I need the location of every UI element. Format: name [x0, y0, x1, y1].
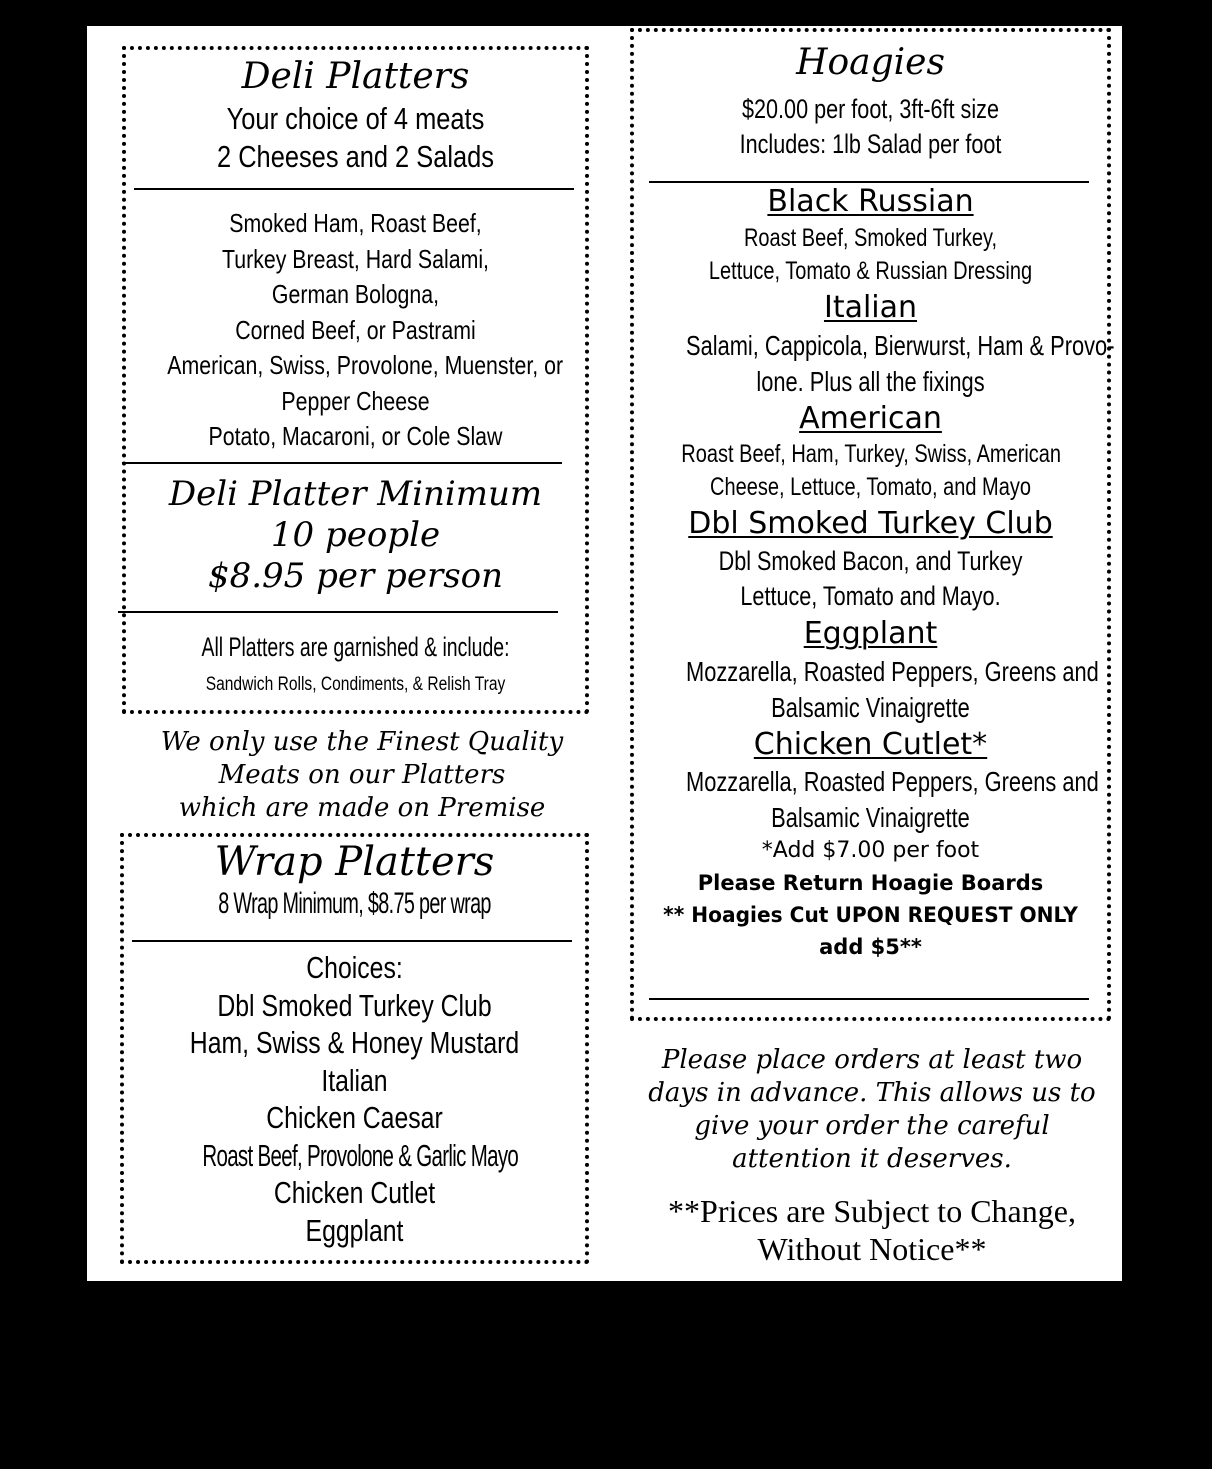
hoagie-name: Eggplant	[803, 616, 938, 651]
return-boards-note: Please Return Hoagie Boards	[697, 871, 1044, 895]
hoagie-name: Chicken Cutlet*	[753, 727, 988, 762]
hoagie-desc-line: Mozzarella, Roasted Peppers, Greens and	[686, 766, 1099, 797]
hoagie-item	[634, 399, 1107, 504]
garnish-heading: All Platters are garnished & include:	[201, 632, 510, 662]
hoagie-item	[634, 614, 1107, 725]
option-line: German Bologna,	[271, 279, 440, 309]
hoagie-name: Dbl Smoked Turkey Club	[688, 506, 1053, 541]
divider	[134, 188, 574, 190]
hoagie-desc-line: Roast Beef, Smoked Turkey,	[743, 224, 998, 252]
wrap-choice: Ham, Swiss & Honey Mustard	[189, 1025, 520, 1060]
order-note-line: Please place orders at least two	[661, 1045, 1083, 1075]
hoagie-desc-line: Balsamic Vinaigrette	[771, 692, 970, 723]
price-disclaimer-line: Without Notice**	[757, 1231, 987, 1267]
divider	[118, 611, 558, 613]
divider	[649, 998, 1089, 1000]
deli-platter-minimum	[126, 474, 585, 597]
hoagie-desc-line: Roast Beef, Ham, Turkey, Swiss, American	[681, 440, 1062, 468]
price-disclaimer	[622, 1192, 1122, 1268]
wrap-choices	[124, 949, 585, 1249]
hoagie-desc-line: Mozzarella, Roasted Peppers, Greens and	[686, 656, 1099, 687]
hoagie-list	[634, 182, 1115, 963]
option-line: Smoked Ham, Roast Beef,	[229, 208, 482, 238]
hoagie-item	[634, 725, 1107, 835]
subtitle-line: Your choice of 4 meats	[226, 101, 485, 136]
order-note-line: give your order the careful	[694, 1111, 1050, 1141]
order-note-line: days in advance. This allows us to	[648, 1078, 1096, 1108]
deli-platters-title: Deli Platters	[241, 56, 470, 97]
garnish-detail: Sandwich Rolls, Condiments, & Relish Tray	[205, 674, 506, 695]
hoagies-box	[630, 28, 1115, 1021]
wrap-platters-subtitle: 8 Wrap Minimum, $8.75 per wrap	[218, 887, 491, 920]
hoagie-desc-line: Lettuce, Tomato and Mayo.	[740, 581, 1001, 611]
surcharge-note: *Add $7.00 per foot	[761, 838, 980, 863]
hoagies-price: $20.00 per foot, 3ft-6ft size	[742, 94, 999, 124]
hoagie-desc-line: lone. Plus all the fixings	[756, 366, 985, 397]
menu-page	[87, 26, 1122, 1281]
divider	[132, 940, 572, 942]
hoagie-name: Black Russian	[767, 184, 974, 219]
hoagie-item	[634, 182, 1107, 288]
minimum-line: Deli Platter Minimum	[168, 474, 543, 514]
choices-label: Choices:	[306, 950, 403, 985]
wrap-platters-box	[120, 833, 589, 1264]
hoagie-item	[634, 288, 1115, 399]
option-line: Potato, Macaroni, or Cole Slaw	[208, 421, 503, 451]
order-note	[622, 1044, 1122, 1176]
hoagie-item	[634, 504, 1107, 614]
order-note-line: attention it deserves.	[732, 1144, 1012, 1174]
option-line: Turkey Breast, Hard Salami,	[222, 243, 489, 274]
wrap-choice: Roast Beef, Provolone & Garlic Mayo	[202, 1137, 519, 1173]
quality-note-line: Meats on our Platters	[218, 760, 506, 790]
deli-platters-box	[122, 46, 589, 714]
hoagie-desc-line: Cheese, Lettuce, Tomato, and Mayo	[710, 473, 1031, 501]
divider	[122, 462, 562, 464]
quality-note-line: We only use the Finest Quality	[160, 727, 564, 757]
option-line: Pepper Cheese	[281, 385, 430, 416]
hoagie-desc-line: Balsamic Vinaigrette	[771, 802, 970, 833]
wrap-choice: Italian	[321, 1062, 388, 1098]
wrap-choice: Chicken Caesar	[266, 1100, 443, 1135]
option-line: American, Swiss, Provolone, Muenster, or	[167, 350, 564, 380]
wrap-choice: Eggplant	[305, 1212, 404, 1248]
hoagie-name: Italian	[823, 290, 918, 325]
wrap-choice: Chicken Cutlet	[273, 1175, 436, 1210]
price-disclaimer-line: **Prices are Subject to Change,	[668, 1193, 1076, 1229]
hoagie-desc-line: Dbl Smoked Bacon, and Turkey	[718, 546, 1023, 576]
minimum-line: $8.95 per person	[207, 556, 504, 596]
option-line: Corned Beef, or Pastrami	[235, 314, 476, 345]
cut-request-note: add $5**	[819, 935, 922, 959]
subtitle-line: 2 Cheeses and 2 Salads	[216, 139, 494, 174]
hoagie-desc-line: Lettuce, Tomato & Russian Dressing	[708, 257, 1033, 285]
deli-platters-options	[126, 206, 585, 455]
minimum-line: 10 people	[270, 515, 441, 555]
hoagie-desc-line: Salami, Cappicola, Bierwurst, Ham & Provo-	[686, 330, 1115, 361]
wrap-choice: Dbl Smoked Turkey Club	[217, 987, 492, 1023]
deli-platters-subtitle	[126, 100, 585, 176]
quality-note-line: which are made on Premise	[178, 793, 546, 823]
quality-note	[107, 726, 617, 825]
hoagies-title: Hoagies	[796, 42, 945, 83]
hoagies-includes: Includes: 1lb Salad per foot	[739, 129, 1002, 159]
hoagie-name: American	[799, 401, 942, 436]
wrap-platters-title: Wrap Platters	[214, 839, 495, 885]
cut-request-note: ** Hoagies Cut UPON REQUEST ONLY	[663, 903, 1078, 927]
